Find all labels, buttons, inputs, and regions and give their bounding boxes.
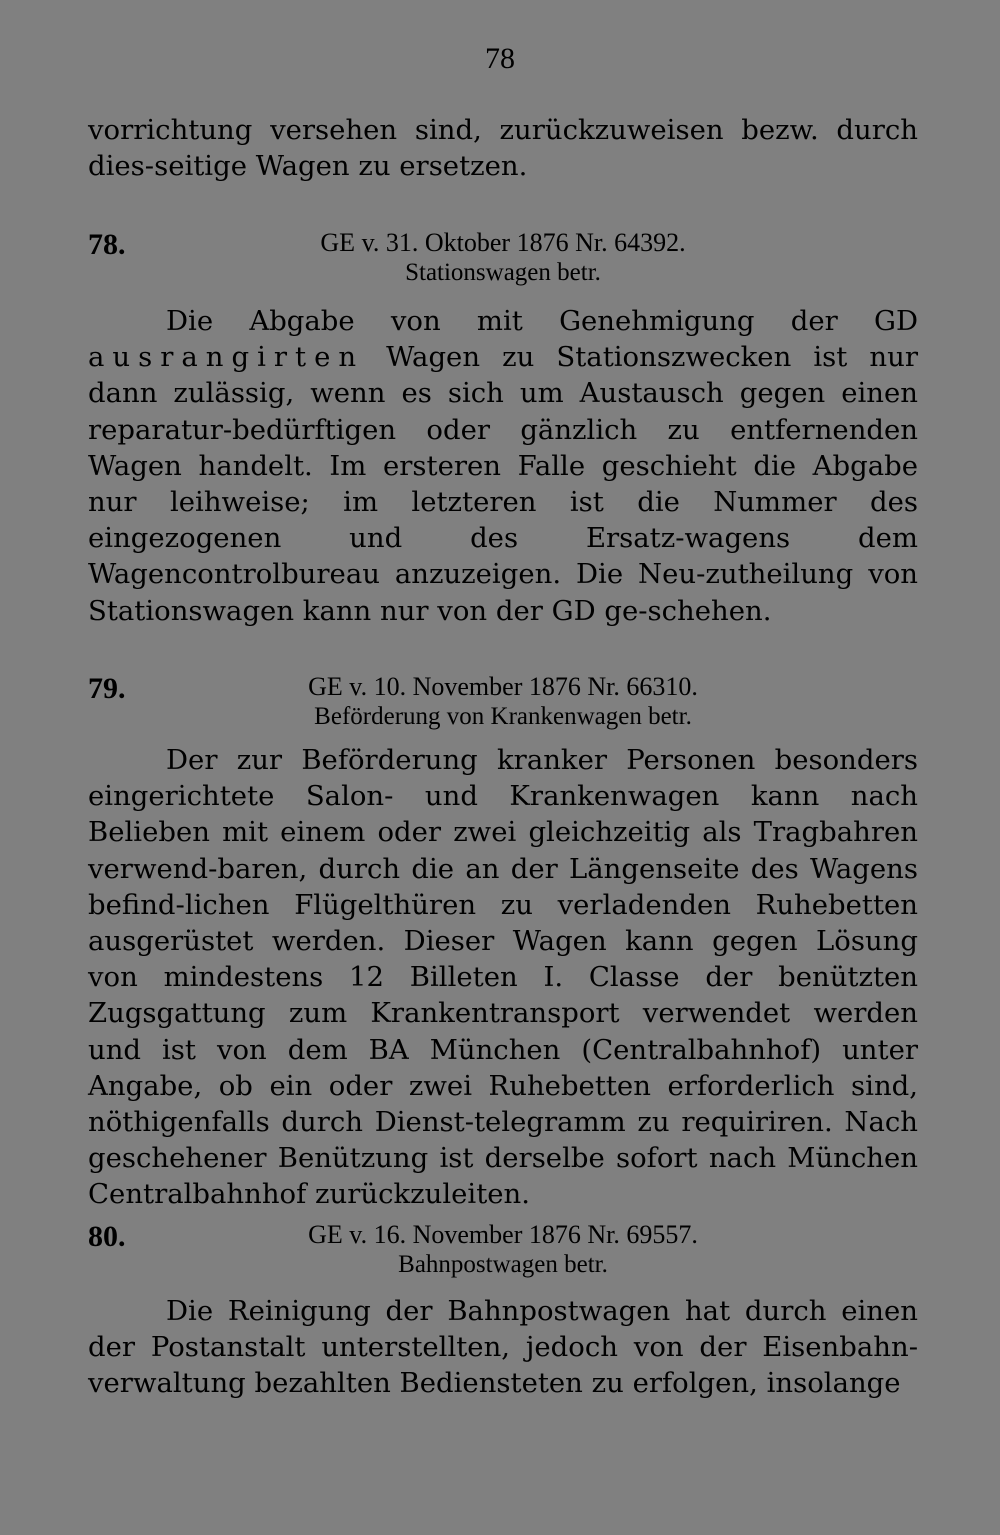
entry-80-header <box>88 1220 918 1292</box>
intro-paragraph <box>88 112 918 184</box>
body-start: Die Abgabe von mit Genehmigung der GD <box>166 305 918 337</box>
entry-79-body <box>88 742 918 1213</box>
entry-subject: Bahnpostwagen betr. <box>398 1251 608 1278</box>
body-spaced-word: ausrangirten <box>88 341 365 374</box>
entry-reference: GE v. 31. Oktober 1876 Nr. 64392. <box>320 228 686 257</box>
entry-number: 80. <box>88 1220 126 1253</box>
entry-78-header <box>88 228 918 300</box>
entry-subject: Stationswagen betr. <box>405 259 601 286</box>
entry-78-text <box>88 303 918 629</box>
entry-reference: GE v. 16. November 1876 Nr. 69557. <box>308 1220 698 1249</box>
entry-80-text: Die Reinigung der Bahnpostwagen hat durch einen der Postanstalt unterstellten, jedoch von der Eisenbahn-verwaltung bezahlten Bediensteten zu erfolgen, insolange <box>88 1295 918 1400</box>
entry-79-text: Der zur Beförderung kranker Personen besonders eingerichtete Salon- und Krankenwagen kann nach Belieben mit einem oder zwei gleichzeitig als Tragbahren verwend-baren, durch die an der Längenseite des Wagens befind-lichen Flügelthüren zu verladenden Ruhebetten ausgerüstet werden. Dieser Wagen kann gegen Lösung von mindestens 12 Billeten I. Classe der benützten Zugsgattung zum Krankentransport verwendet werden und ist von dem BA München (Centralbahnhof) unter Angabe, ob ein oder zwei Ruhebetten erforderlich sind, nöthigenfalls durch Dienst-telegramm zu requiriren. Nach geschehener Benützung ist derselbe sofort nach München Centralbahnhof zurückzuleiten. <box>88 744 918 1211</box>
entry-number: 78. <box>88 228 126 261</box>
entry-number: 79. <box>88 672 126 705</box>
entry-80-body <box>88 1293 918 1402</box>
entry-78-body <box>88 303 918 629</box>
entry-79-header <box>88 672 918 744</box>
entry-reference: GE v. 10. November 1876 Nr. 66310. <box>308 672 698 701</box>
entry-subject: Beförderung von Krankenwagen betr. <box>314 703 692 730</box>
page-number: 78 <box>485 42 515 75</box>
body-rest: Wagen zu Stationszwecken ist nur dann zulässig, wenn es sich um Austausch gegen einen reparatur-bedürftigen oder gänzlich zu entfernenden Wagen handelt. Im ersteren Falle geschieht die Abgabe nur leihweise; im letzteren ist die Nummer des eingezogenen und des Ersatz-wagens dem Wagencontrolbureau anzuzeigen. Die Neu-zutheilung von Stationswagen kann nur von der GD ge-schehen. <box>88 341 919 627</box>
intro-text: vorrichtung versehen sind, zurückzuweisen bezw. durch dies-seitige Wagen zu ersetzen. <box>88 114 918 183</box>
